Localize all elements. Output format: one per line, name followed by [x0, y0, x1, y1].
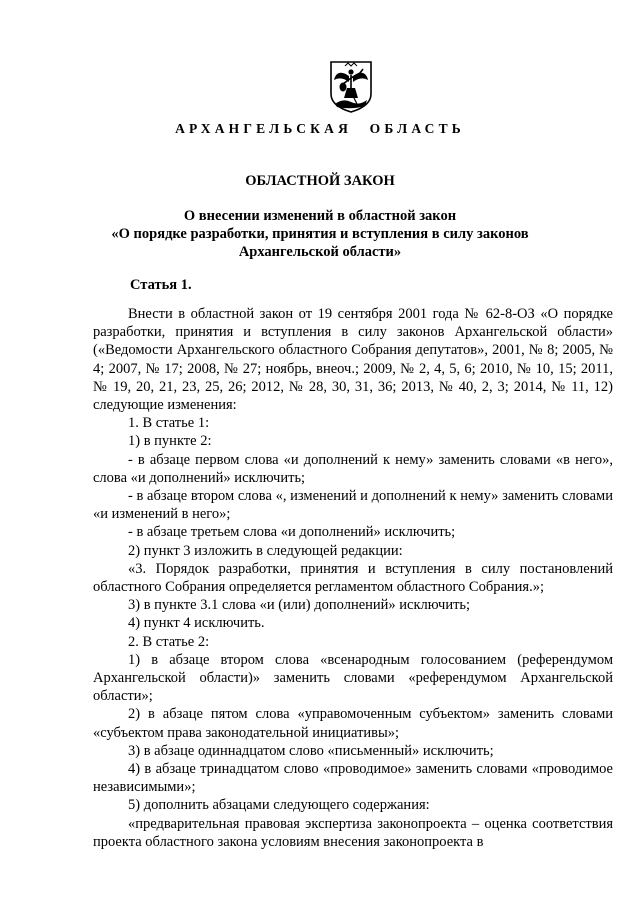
article-body: [93, 305, 613, 851]
body-paragraph: - в абзаце первом слова «и дополнений к нему» заменить словами «в него», слова «и дополнений» исключить;: [93, 451, 613, 486]
body-paragraph: 2) в абзаце пятом слова «управомоченным субъектом» заменить словами «субъектом права законодательной инициативы»;: [93, 706, 613, 741]
body-paragraph: 1) в пункте 2:: [128, 433, 212, 450]
body-paragraph: 5) дополнить абзацами следующего содержания:: [128, 797, 430, 814]
law-title-line: «О порядке разработки, принятия и вступления в силу законов: [111, 226, 529, 242]
document-type: ОБЛАСТНОЙ ЗАКОН: [245, 173, 395, 189]
coat-of-arms-icon: [329, 60, 373, 114]
body-paragraph: 4) в абзаце тринадцатом слово «проводимое» заменить словами «проводимое независимыми»;: [93, 761, 613, 796]
law-title-line: Архангельской области»: [238, 244, 402, 260]
body-paragraph: 4) пункт 4 исключить.: [128, 615, 265, 632]
body-paragraph: - в абзаце третьем слова «и дополнений» исключить;: [128, 524, 456, 541]
law-title-line: О внесении изменений в областной закон: [183, 208, 457, 224]
body-paragraph: 2) пункт 3 изложить в следующей редакции:: [128, 542, 403, 559]
body-paragraph: - в абзаце втором слова «, изменений и дополнений к нему» заменить словами «и изменений в него»;: [93, 488, 613, 523]
body-paragraph: 2. В статье 2:: [128, 633, 210, 650]
body-paragraph: «3. Порядок разработки, принятия и вступления в силу постановлений областного Собрания определяется регламентом областного Собрания.»;: [93, 560, 613, 596]
body-paragraph: Внести в областной закон от 19 сентября 2001 года № 62-8-ОЗ «О порядке разработки, принятия и вступления в силу законов Архангельской области» («Ведомости Архангельского областного Собрания депутатов», 2001, № 8; 2005, № 4; 2007, № 17; 2008, № 27; ноябрь, внеоч.; 2009, № 2, 4, 5, 6; 2010, № 10, 15; 2011, № 19, 20, 21, 23, 25, 26; 2012, № 28, 30, 31, 36; 2013, № 40, 2, 3; 2014, № 11, 12) следующие изменения:: [93, 306, 613, 414]
body-paragraph: 1) в абзаце втором слова «всенародным голосованием (референдумом Архангельской области)» заменить словами «референдумом Архангельской области»;: [93, 651, 613, 705]
article-heading: Статья 1.: [130, 277, 192, 293]
region-name: АРХАНГЕЛЬСКАЯ ОБЛАСТЬ: [175, 121, 465, 136]
body-paragraph: «предварительная правовая экспертиза законопроекта – оценка соответствия проекта областного закона условиям внесения законопроекта в: [93, 815, 613, 850]
body-paragraph: 1. В статье 1:: [128, 415, 210, 432]
body-paragraph: 3) в пункте 3.1 слова «и (или) дополнений» исключить;: [128, 597, 471, 614]
body-paragraph: 3) в абзаце одиннадцатом слово «письменный» исключить;: [128, 742, 494, 759]
law-title: [60, 207, 580, 261]
